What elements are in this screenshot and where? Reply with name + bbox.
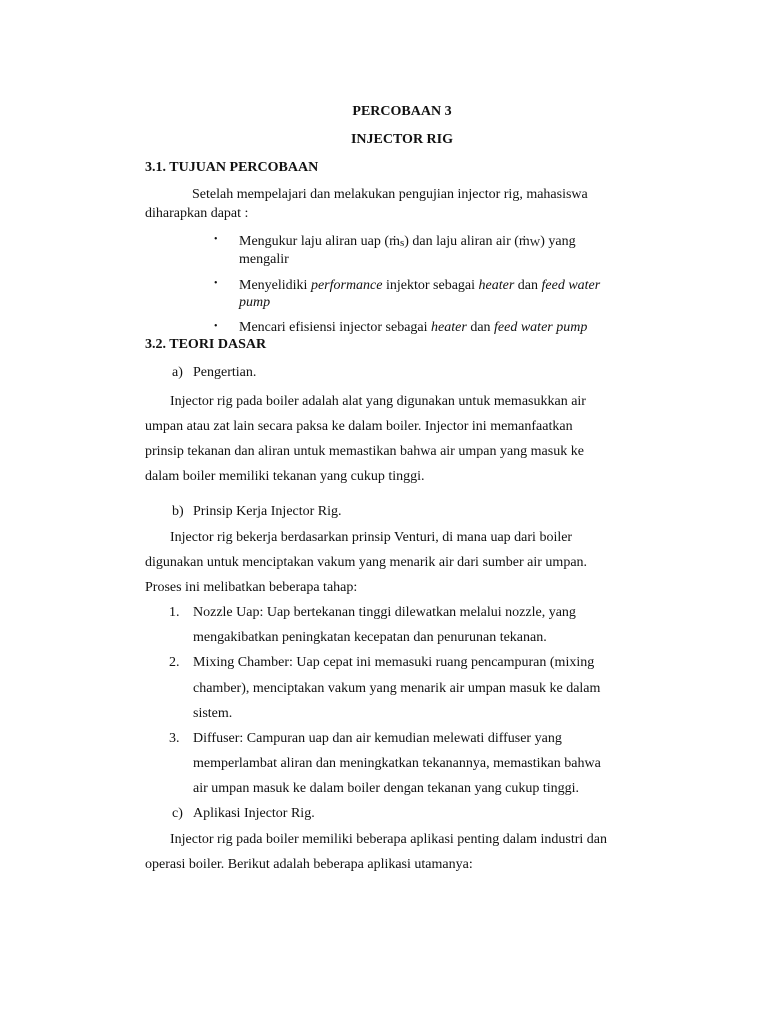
- bullet-marker: •: [214, 321, 218, 332]
- step-line: air umpan masuk ke dalam boiler dengan tekanan yang cukup tinggi.: [193, 781, 580, 796]
- paragraph-line: digunakan untuk menciptakan vakum yang menarik air dari sumber air umpan.: [145, 555, 588, 570]
- paragraph-line: Proses ini melibatkan beberapa tahap:: [145, 580, 358, 595]
- step-line: Nozzle Uap: Uap bertekanan tinggi dilewatkan melalui nozzle, yang: [193, 605, 576, 620]
- paragraph-line: prinsip tekanan dan aliran untuk memastikan bahwa air umpan yang masuk ke: [145, 444, 584, 459]
- section-heading-teori: 3.2. TEORI DASAR: [145, 337, 267, 352]
- step-number-1: 1.: [169, 605, 180, 620]
- paragraph-line: Injector rig pada boiler memiliki beberapa aplikasi penting dalam industri dan: [170, 832, 607, 847]
- paragraph-line: umpan atau zat lain secara paksa ke dalam boiler. Injector ini memanfaatkan: [145, 419, 573, 434]
- step-number-2: 2.: [169, 655, 180, 670]
- step-line: memperlambat aliran dan meningkatkan tekanannya, memastikan bahwa: [193, 756, 601, 771]
- list-marker-c: c): [172, 806, 183, 821]
- bullet-item-1-line-1: Mengukur laju aliran uap (ṁ$_s$) dan laju aliran air (ṁ$_W$) yang: [239, 234, 576, 249]
- paragraph-line: Injector rig bekerja berdasarkan prinsip Venturi, di mana uap dari boiler: [170, 530, 573, 545]
- paragraph-line: dalam boiler memiliki tekanan yang cukup tinggi.: [145, 469, 425, 484]
- page-subtitle: INJECTOR RIG: [350, 132, 454, 147]
- subheading-prinsip-kerja: Prinsip Kerja Injector Rig.: [193, 504, 342, 519]
- paragraph-line: operasi boiler. Berikut adalah beberapa aplikasi utamanya:: [145, 857, 473, 872]
- bullet-item-2-line-1: Menyelidiki performance injektor sebagai heater dan feed water: [239, 278, 601, 293]
- subheading-aplikasi: Aplikasi Injector Rig.: [193, 806, 315, 821]
- list-marker-b: b): [172, 504, 184, 519]
- intro-line-2: diharapkan dapat :: [145, 206, 249, 221]
- subheading-pengertian: Pengertian.: [193, 365, 257, 380]
- step-line: chamber), menciptakan vakum yang menarik air umpan masuk ke dalam: [193, 681, 601, 696]
- bullet-marker: •: [214, 234, 218, 245]
- page-title: PERCOBAAN 3: [352, 104, 452, 119]
- step-line: Mixing Chamber: Uap cepat ini memasuki ruang pencampuran (mixing: [193, 655, 595, 670]
- step-line: mengakibatkan peningkatan kecepatan dan penurunan tekanan.: [193, 630, 547, 645]
- bullet-item-2-line-2: pump: [239, 295, 271, 310]
- list-marker-a: a): [172, 365, 183, 380]
- bullet-item-1-line-2: mengalir: [239, 252, 289, 267]
- step-line: sistem.: [193, 706, 233, 721]
- step-line: Diffuser: Campuran uap dan air kemudian melewati diffuser yang: [193, 731, 562, 746]
- bullet-marker: •: [214, 278, 218, 289]
- bullet-item-3-line-1: Mencari efisiensi injector sebagai heater dan feed water pump: [239, 320, 588, 335]
- intro-line-1: Setelah mempelajari dan melakukan pengujian injector rig, mahasiswa: [192, 187, 588, 202]
- step-number-3: 3.: [169, 731, 180, 746]
- paragraph-line: Injector rig pada boiler adalah alat yang digunakan untuk memasukkan air: [170, 394, 586, 409]
- section-heading-tujuan: 3.1. TUJUAN PERCOBAAN: [145, 160, 319, 175]
